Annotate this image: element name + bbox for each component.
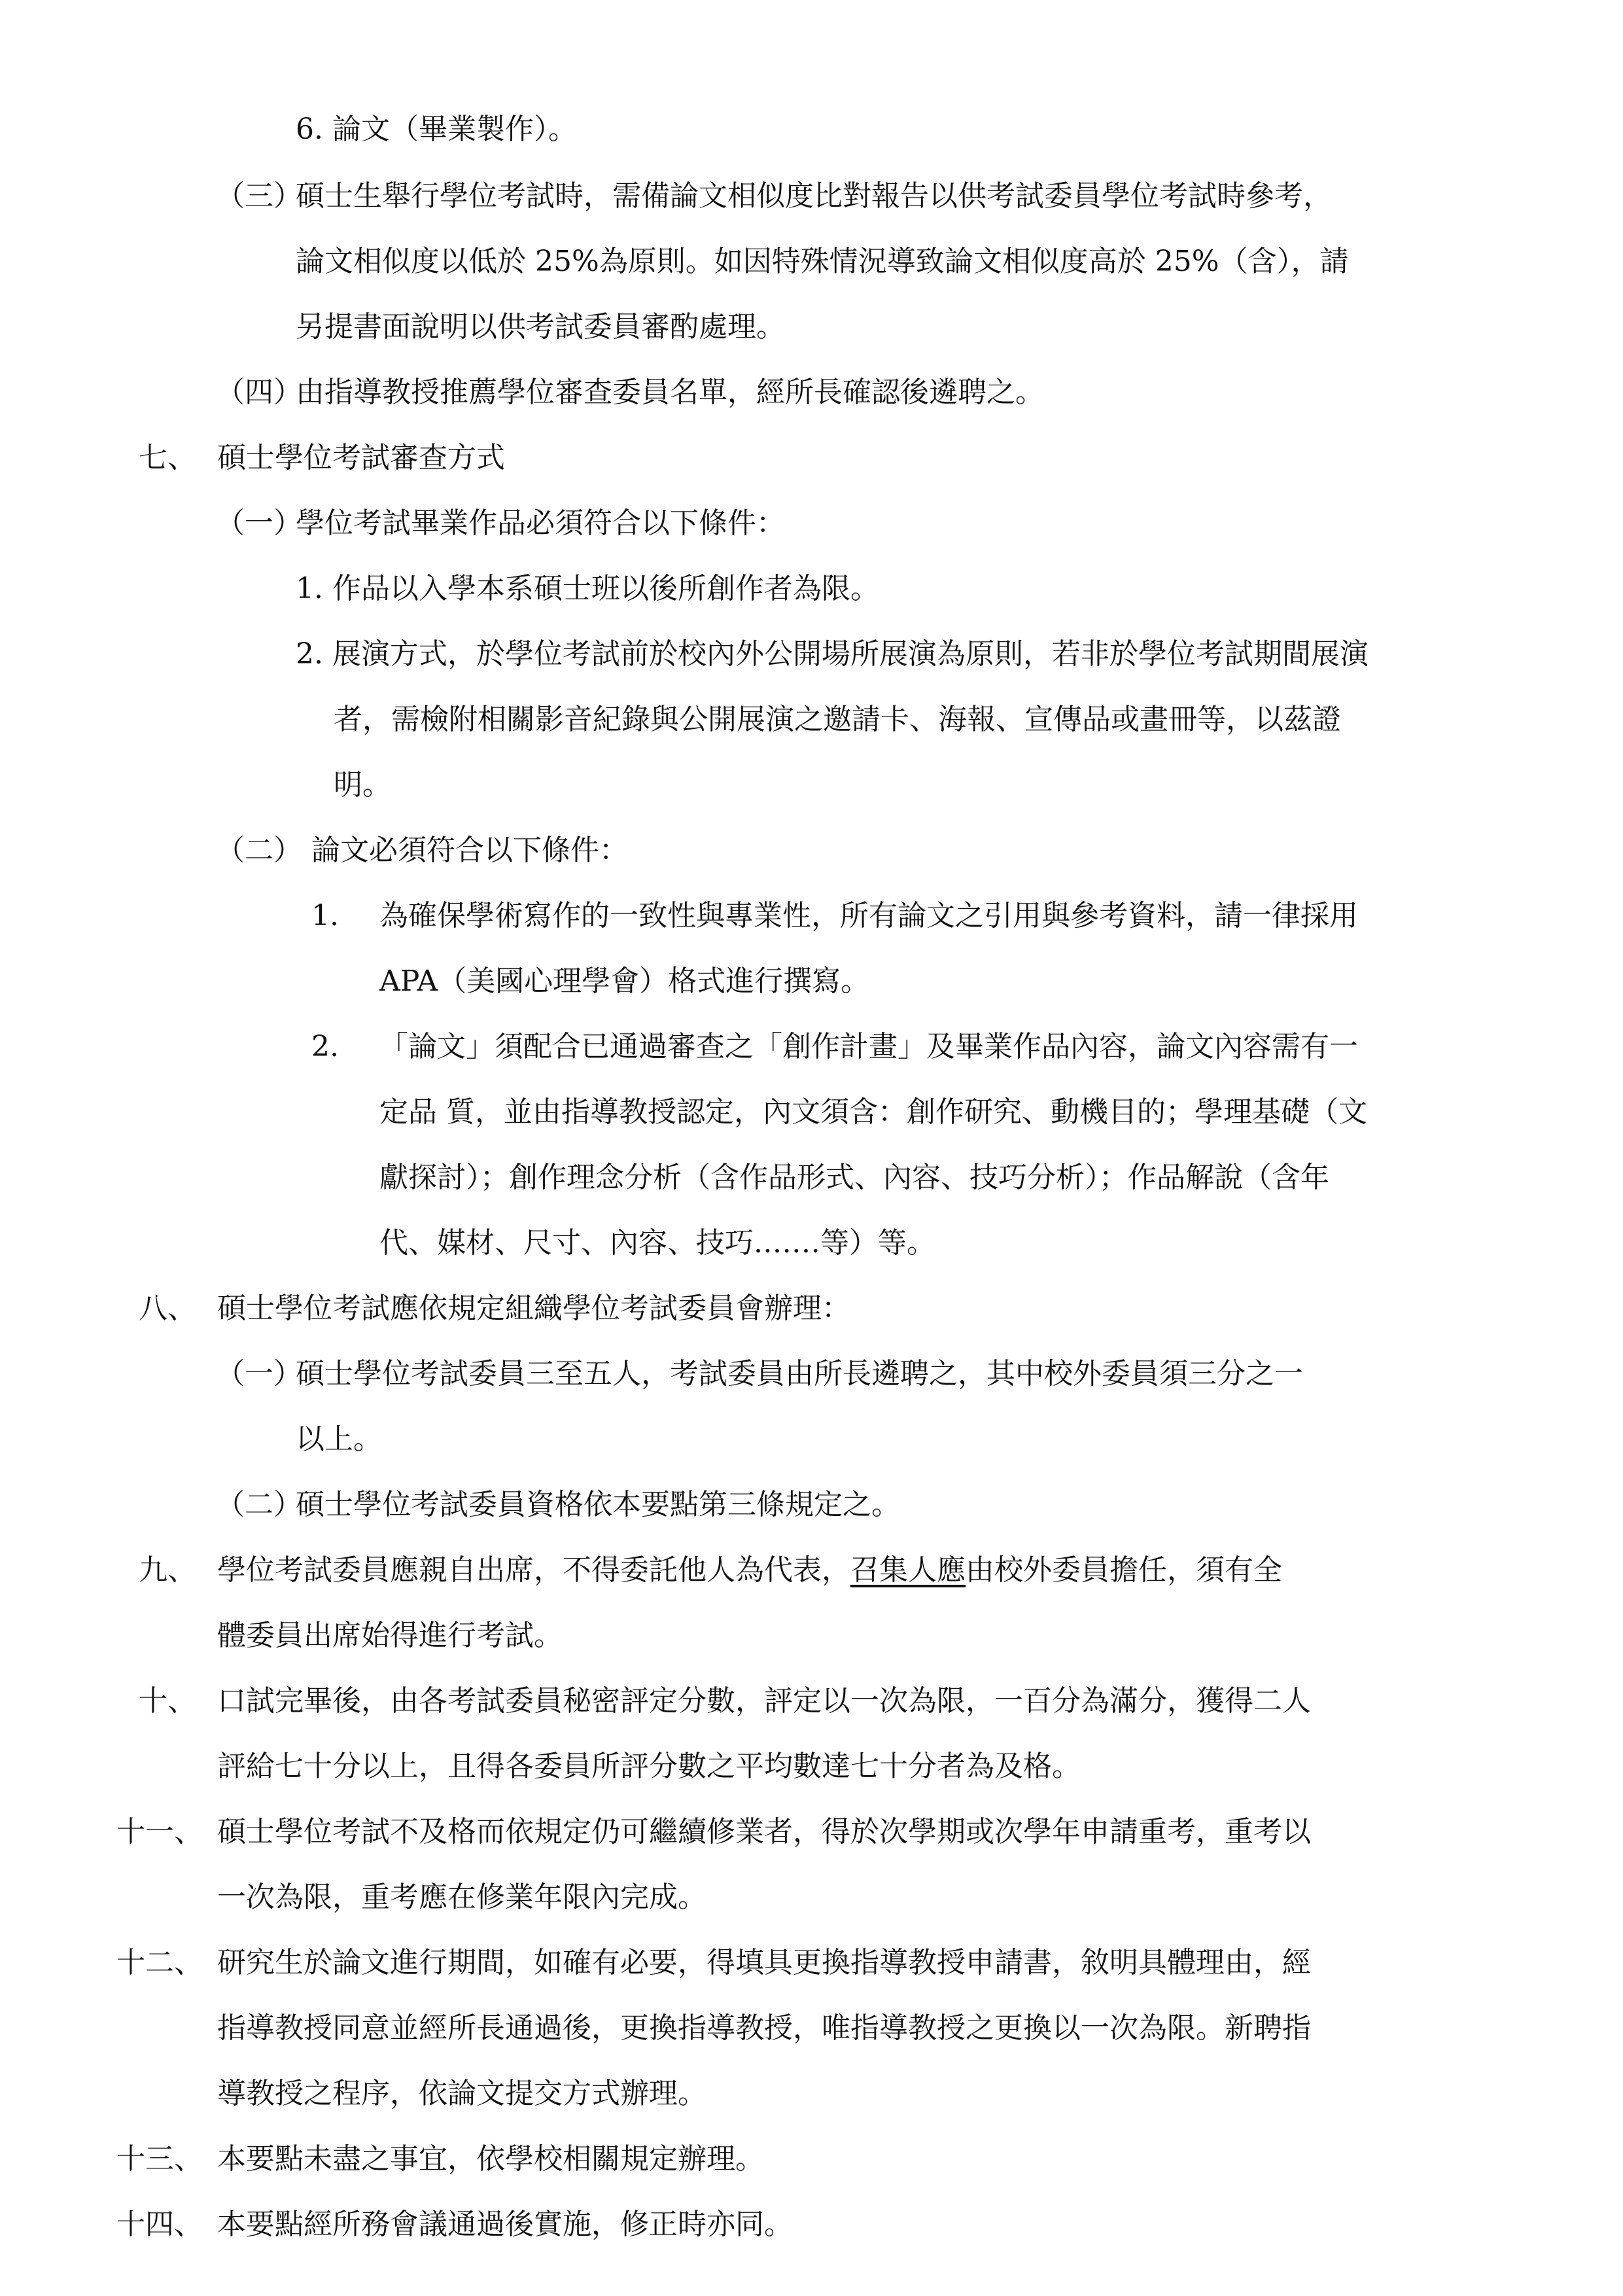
section-label: 十一、 [116,1815,203,1848]
list-item: 1. 作品以入學本系碩士班以後所創作者為限。 [296,572,879,605]
paragraph-line: 一次為限，重考應在修業年限內完成。 [217,1881,707,1914]
paragraph-line: 為確保學術寫作的一致性與專業性，所有論文之引用與參考資料，請一律採用 [379,899,1358,932]
paragraph-line: 本要點經所務會議通過後實施，修正時亦同。 [217,2208,793,2241]
paragraph-line: 定品 質，並由指導教授認定，內文須含：創作研究、動機目的；學理基礎（文 [379,1095,1367,1129]
text-segment: 由校外委員擔任，須有全 [966,1553,1282,1587]
paragraph-line: 碩士學位考試委員資格依本要點第三條規定之。 [296,1488,900,1521]
paragraph-line: 體委員出席始得進行考試。 [217,1619,563,1652]
section-label: 十三、 [116,2142,203,2176]
paragraph-line: 論文必須符合以下條件： [311,834,628,867]
list-item: 2. 展演方式，於學位考試前於校內外公開場所展演為原則，若非於學位考試期間展演 [296,637,1369,671]
paragraph-line: 另提書面說明以供考試委員審酌處理。 [296,310,785,344]
item-6-thesis: 6. 論文（畢業製作）。 [296,113,577,146]
paragraph-line: 口試完畢後，由各考試委員秘密評定分數，評定以一次為限，一百分為滿分，獲得二人 [217,1684,1311,1718]
section-heading: 碩士學位考試應依規定組織學位考試委員會辦理： [217,1292,850,1325]
underlined-text: 召集人應 [850,1553,966,1587]
paragraph-line: 碩士學位考試不及格而依規定仍可繼續修業者，得於次學期或次學年申請重考，重考以 [217,1815,1311,1848]
paragraph-line: 學位考試畢業作品必須符合以下條件： [296,506,785,540]
paragraph-line [217,1538,1282,1603]
sub-item-label: （一） [216,506,302,540]
list-number: 1. [311,899,339,932]
paragraph-line: 碩士學位考試委員三至五人，考試委員由所長遴聘之，其中校外委員須三分之一 [296,1357,1303,1390]
sub-item-label: （四） [216,376,302,409]
paragraph-line: 由指導教授推薦學位審查委員名單，經所長確認後遴聘之。 [296,376,1044,409]
paragraph-line: 者，需檢附相關影音紀錄與公開展演之邀請卡、海報、宣傳品或畫冊等，以茲證 [334,703,1341,736]
section-label: 十二、 [116,1946,203,1979]
paragraph-line: 代、媒材、尺寸、內容、技巧.……等）等。 [379,1226,935,1260]
paragraph-line: 碩士生舉行學位考試時，需備論文相似度比對報告以供考試委員學位考試時參考， [296,179,1332,213]
list-number: 2. [311,1030,339,1063]
sub-item-label: （二） [216,1488,302,1521]
section-label: 七、 [139,441,196,474]
paragraph-line: 指導教授同意並經所長通過後，更換指導教授，唯指導教授之更換以一次為限。新聘指 [217,2011,1311,2045]
sub-item-label: （三） [216,179,302,213]
sub-item-label: （二） [216,834,302,867]
sub-item-label: （一） [216,1357,302,1390]
section-label: 九、 [139,1553,196,1587]
paragraph-line: APA（美國心理學會）格式進行撰寫。 [379,964,870,998]
paragraph-line: 論文相似度以低於 25%為原則。如因特殊情況導致論文相似度高於 25%（含），請 [296,245,1349,278]
paragraph-line: 明。 [334,768,391,802]
section-label: 十四、 [116,2208,203,2241]
paragraph-line: 獻探討）；創作理念分析（含作品形式、內容、技巧分析）；作品解說（含年 [379,1161,1329,1194]
section-label: 十、 [139,1684,196,1718]
section-label: 八、 [139,1292,196,1325]
text-segment: 學位考試委員應親自出席，不得委託他人為代表， [217,1553,850,1587]
paragraph-line: 評給七十分以上，且得各委員所評分數之平均數達七十分者為及格。 [217,1750,1081,1783]
paragraph-line: 以上。 [296,1422,382,1456]
section-heading: 碩士學位考試審查方式 [217,441,505,474]
paragraph-line: 本要點未盡之事宜，依學校相關規定辦理。 [217,2142,764,2176]
paragraph-line: 導教授之程序，依論文提交方式辦理。 [217,2077,707,2110]
paragraph-line: 「論文」須配合已通過審查之「創作計畫」及畢業作品內容，論文內容需有一 [379,1030,1358,1063]
paragraph-line: 研究生於論文進行期間，如確有必要，得填具更換指導教授申請書，敘明具體理由，經 [217,1946,1311,1979]
